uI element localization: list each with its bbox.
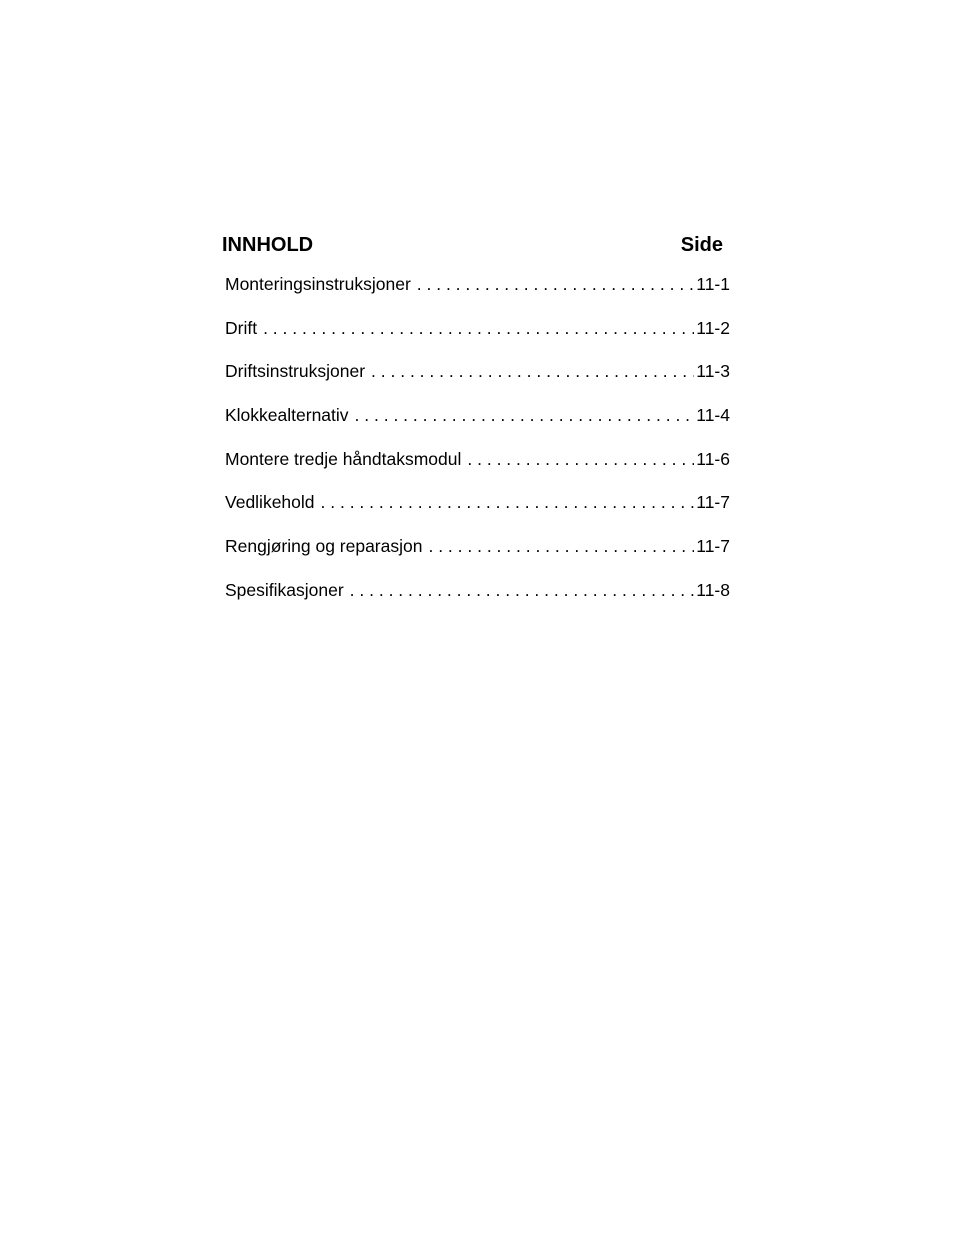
- toc-page-column-header: Side: [680, 234, 723, 256]
- toc-list: [225, 274, 730, 624]
- toc-entry-page: 11-2: [696, 317, 730, 338]
- toc-entry[interactable]: [225, 405, 730, 449]
- toc-entry-label: Vedlikehold: [225, 492, 315, 513]
- toc-entry-label: Montere tredje håndtaksmodul: [225, 448, 462, 469]
- toc-entry-page: 11-1: [696, 274, 730, 294]
- dot-leader: [263, 318, 694, 339]
- toc-entry-page: 11-8: [696, 579, 730, 600]
- toc-entry[interactable]: [225, 536, 730, 580]
- toc-header: [222, 232, 730, 262]
- dot-leader: [428, 536, 694, 557]
- toc-entry-page: 11-7: [696, 492, 730, 513]
- toc-entry[interactable]: [225, 318, 730, 362]
- toc-entry[interactable]: [225, 580, 730, 624]
- dot-leader: [355, 405, 695, 426]
- toc-entry[interactable]: [225, 361, 730, 405]
- toc-title: INNHOLD: [222, 234, 314, 256]
- toc-entry-label: Driftsinstruksjoner: [225, 361, 366, 382]
- dot-leader: [417, 274, 694, 295]
- toc-entry[interactable]: [225, 274, 730, 318]
- dot-leader: [321, 492, 695, 513]
- toc-entry-label: Klokkealternativ: [225, 405, 349, 426]
- table-of-contents: [222, 232, 730, 600]
- toc-entry-page: 11-7: [696, 536, 730, 557]
- toc-entry-page: 11-3: [696, 361, 730, 382]
- toc-entry-label: Spesifikasjoner: [225, 579, 344, 600]
- toc-entry-page: 11-4: [696, 405, 730, 426]
- toc-entry-page: 11-6: [696, 448, 730, 469]
- toc-entry-label: Monteringsinstruksjoner: [225, 274, 411, 294]
- dot-leader: [350, 580, 695, 601]
- toc-entry[interactable]: [225, 492, 730, 536]
- dot-leader: [371, 361, 694, 382]
- toc-entry-label: Rengjøring og reparasjon: [225, 536, 423, 557]
- toc-entry-label: Drift: [225, 317, 258, 338]
- toc-entry[interactable]: [225, 449, 730, 493]
- dot-leader: [467, 449, 694, 470]
